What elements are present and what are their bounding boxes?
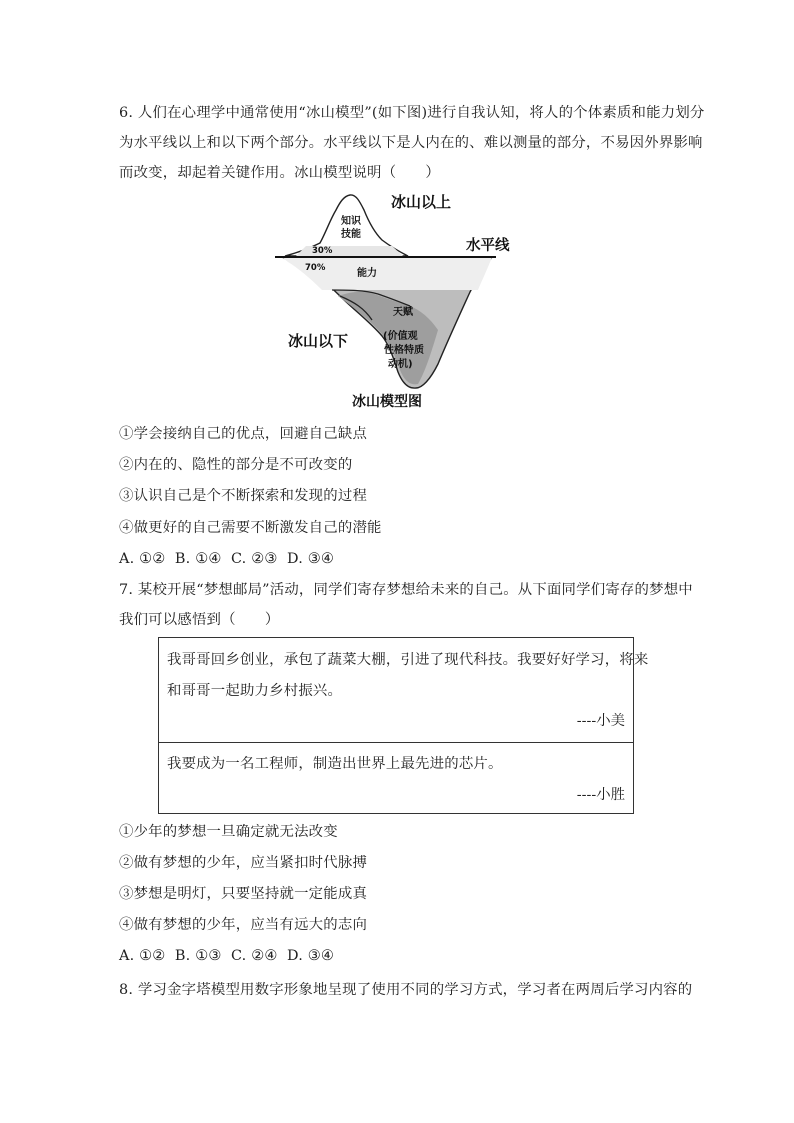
q7-choices: A. ①② B. ①③ C. ②④ D. ③④ <box>119 948 334 964</box>
q7-stem-line-2: 我们可以感悟到（ ） <box>119 612 280 628</box>
label-above: 冰山以上 <box>391 193 452 211</box>
q6-stem-line-3: 而改变，却起着关键作用。冰山模型说明（ ） <box>119 165 440 181</box>
label-pct-70: 70% <box>305 263 326 273</box>
label-values-1: (价值观 <box>383 331 418 342</box>
q6-option-4: ④做更好的自己需要不断激发自己的潜能 <box>119 520 382 536</box>
q6-option-2: ②内在的、隐性的部分是不可改变的 <box>119 457 353 473</box>
figure-caption: 冰山模型图 <box>352 394 422 410</box>
iceberg-diagram <box>270 190 530 412</box>
label-waterline: 水平线 <box>466 238 510 254</box>
iceberg-figure <box>270 190 530 412</box>
label-knowledge-2: 技能 <box>341 229 361 240</box>
q6-stem-line-1: 6. 人们在心理学中通常使用“冰山模型”(如下图)进行自我认知，将人的个体素质和能力划分 <box>119 105 705 121</box>
quote-2-signature: ----小胜 <box>576 787 625 803</box>
iceberg-ability-band <box>282 257 492 290</box>
q7-option-4: ④做有梦想的少年，应当有远大的志向 <box>119 917 368 933</box>
q7-option-1: ①少年的梦想一旦确定就无法改变 <box>119 824 338 840</box>
label-ability: 能力 <box>357 268 377 279</box>
q7-stem-line-1: 7. 某校开展“梦想邮局”活动，同学们寄存梦想给未来的自己。从下面同学们寄存的梦想中 <box>119 582 693 598</box>
label-knowledge-1: 知识 <box>341 216 361 227</box>
q7-option-3: ③梦想是明灯，只要坚持就一定能成真 <box>119 886 368 902</box>
dream-quote-box <box>158 637 649 814</box>
label-values-2: 性格特质 <box>384 345 424 356</box>
quote-divider <box>159 742 633 743</box>
q6-choices: A. ①② B. ①④ C. ②③ D. ③④ <box>119 551 334 567</box>
q8-stem-line-1: 8. 学习金字塔模型用数字形象地呈现了使用不同的学习方式，学习者在两周后学习内容的 <box>119 982 693 998</box>
label-below: 冰山以下 <box>288 332 349 350</box>
label-values-3: 动机) <box>388 359 413 370</box>
q6-stem-line-2: 为水平线以上和以下两个部分。水平线以下是人内在的、难以测量的部分，不易因外界影响 <box>119 135 703 151</box>
q6-option-1: ①学会接纳自己的优点，回避自己缺点 <box>119 426 368 442</box>
label-pct-30: 30% <box>312 246 333 256</box>
quote-1-line-1: 我哥哥回乡创业，承包了蔬菜大棚，引进了现代科技。我要好好学习，将来 <box>167 652 649 668</box>
label-talent: 天赋 <box>393 307 413 318</box>
quote-1-line-2: 和哥哥一起助力乡村振兴。 <box>167 683 343 699</box>
q6-option-3: ③认识自己是个不断探索和发现的过程 <box>119 488 368 504</box>
q7-option-2: ②做有梦想的少年，应当紧扣时代脉搏 <box>119 855 368 871</box>
quote-2-line-1: 我要成为一名工程师，制造出世界上最先进的芯片。 <box>167 756 503 772</box>
quote-1-signature: ----小美 <box>576 713 625 729</box>
